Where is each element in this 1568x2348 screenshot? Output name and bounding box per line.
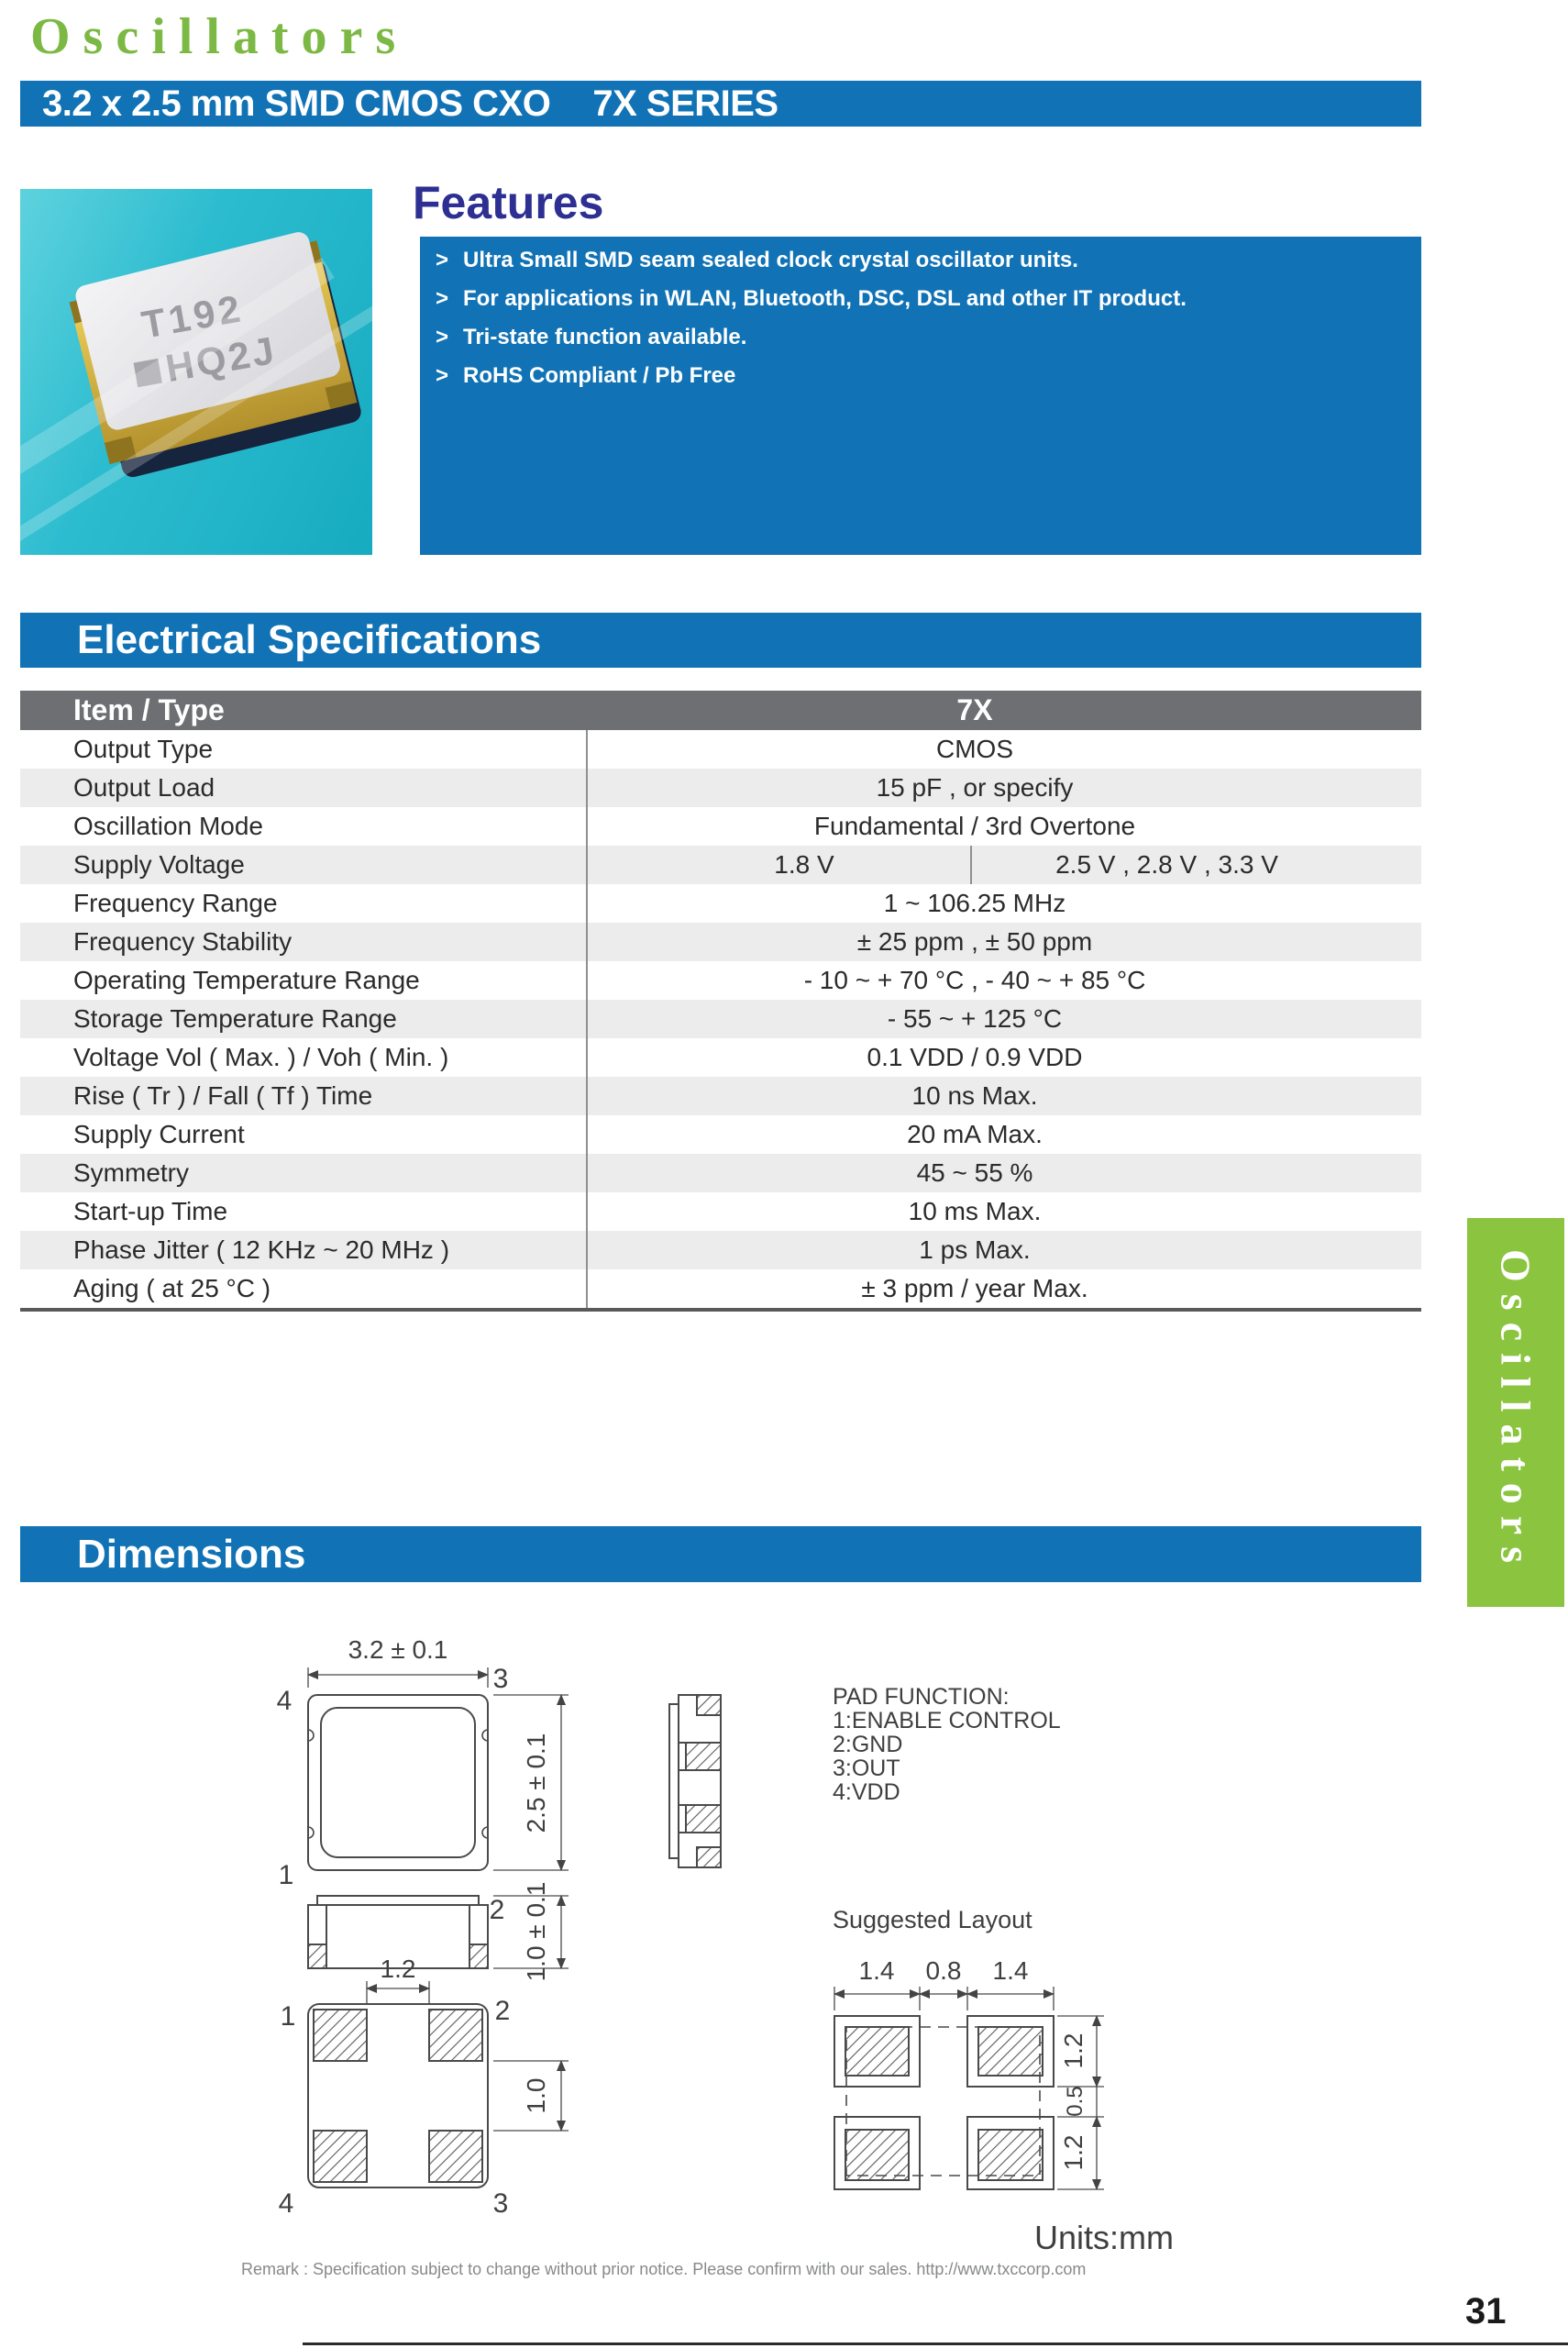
row-value: 10 ns Max.: [911, 1081, 1038, 1110]
feature-text: Ultra Small SMD seam sealed clock crystal oscillator units.: [463, 248, 1078, 272]
product-photo: [20, 189, 372, 555]
table-row: [20, 1000, 1421, 1038]
row-item-label: Aging ( at 25 °C ): [20, 1269, 588, 1308]
row-value: 15 pF , or specify: [876, 773, 1074, 802]
top-view-drawing: [277, 1635, 569, 1925]
row-value-right: 2.5 V , 2.8 V , 3.3 V: [1055, 850, 1278, 879]
electrical-specifications-heading: [20, 613, 1421, 668]
pad-number-4: 4: [276, 1686, 293, 1716]
features-heading: Features: [413, 177, 604, 228]
feature-text: For applications in WLAN, Bluetooth, DSC, DSL and other IT product.: [463, 286, 1187, 311]
row-value: ± 3 ppm / year Max.: [861, 1274, 1088, 1302]
suggested-layout-label: Suggested Layout: [833, 1906, 1032, 1933]
table-header-row: [20, 691, 1421, 730]
table-row: [20, 730, 1421, 769]
dim-layout-2: 0.8: [925, 1956, 962, 1985]
row-value: 20 mA Max.: [907, 1120, 1043, 1148]
dim-width: 3.2 ± 0.1: [348, 1635, 448, 1664]
dim-pad-gap: 1.0: [522, 2077, 550, 2114]
table-row: [20, 1077, 1421, 1115]
table-row: [20, 923, 1421, 961]
suggested-layout-drawing: [833, 1906, 1104, 2189]
page-number: 31: [1465, 2291, 1507, 2331]
chevron-bullet-icon: >: [436, 248, 449, 272]
dim-pad-pitch: 1.2: [380, 1955, 416, 1983]
table-row: [20, 1192, 1421, 1231]
features-list: [420, 237, 1421, 555]
row-value: CMOS: [936, 735, 1013, 763]
dimensions-heading: [20, 1526, 1421, 1582]
pad-number-4: 4: [278, 2188, 294, 2219]
dim-layout-1: 1.4: [858, 1956, 895, 1985]
row-item-label: Start-up Time: [20, 1192, 588, 1231]
row-value: ± 25 ppm , ± 50 ppm: [856, 927, 1093, 956]
chevron-bullet-icon: >: [436, 325, 449, 349]
feature-text: RoHS Compliant / Pb Free: [463, 363, 736, 388]
column-header-item-type: Item / Type: [73, 693, 225, 726]
pad-function-line: 2:GND: [833, 1732, 903, 1757]
row-item-label: Rise ( Tr ) / Fall ( Tf ) Time: [20, 1077, 588, 1115]
row-item-label: Operating Temperature Range: [20, 961, 588, 1000]
chip-marking-line2: HQ2J: [162, 327, 281, 391]
pad-function-line: 3:OUT: [833, 1755, 900, 1781]
row-item-label: Supply Current: [20, 1115, 588, 1154]
row-item-label: Symmetry: [20, 1154, 588, 1192]
banner-title: 3.2 x 2.5 mm SMD CMOS CXO: [42, 83, 551, 124]
pad-number-2: 2: [489, 1895, 505, 1925]
feature-item: [436, 286, 1403, 325]
pad-function-line: 1:ENABLE CONTROL: [833, 1708, 1061, 1733]
pad-function-line: 4:VDD: [833, 1779, 900, 1805]
feature-item: [436, 363, 1403, 402]
electrical-spec-table: [20, 691, 1421, 1312]
row-value: 1 ~ 106.25 MHz: [883, 889, 1066, 917]
pad-number-1: 1: [278, 1860, 294, 1890]
pad-number-2: 2: [494, 1996, 511, 2026]
pad-number-3: 3: [492, 2188, 509, 2219]
dimension-drawings: [238, 1596, 1284, 2256]
pad-function-title: PAD FUNCTION:: [833, 1684, 1010, 1710]
table-row: [20, 1231, 1421, 1269]
feature-item: [436, 325, 1403, 363]
row-item-label: Voltage Vol ( Max. ) / Voh ( Min. ): [20, 1038, 588, 1077]
banner-series: 7X SERIES: [592, 83, 778, 124]
section-heading-text: Dimensions: [77, 1531, 306, 1577]
feature-text: Tri-state function available.: [463, 325, 747, 349]
footer-remark: Remark : Specification subject to change without prior notice. Please confirm with our sales. http://www.txccorp.com: [241, 2260, 1087, 2278]
section-heading-text: Electrical Specifications: [77, 617, 542, 662]
row-value: Fundamental / 3rd Overtone: [813, 812, 1136, 840]
row-item-label: Output Load: [20, 769, 588, 807]
bottom-view-drawing: [279, 1955, 569, 2219]
row-item-label: Output Type: [20, 730, 588, 769]
pad-function-block: [833, 1684, 1061, 1805]
chevron-bullet-icon: >: [436, 286, 449, 311]
table-row: [20, 1269, 1421, 1308]
sidebar-section-tab: [1467, 1218, 1564, 1607]
dim-thickness: 1.0 ± 0.1: [522, 1881, 550, 1982]
table-row: [20, 1038, 1421, 1077]
units-label: Units:mm: [1034, 2219, 1174, 2256]
pad-number-3: 3: [492, 1664, 509, 1694]
dim-layout-right-2: 0.5: [1063, 2086, 1088, 2117]
chip-marking-line1: T192: [138, 286, 248, 347]
side-view-drawing: [669, 1695, 721, 1867]
table-row: [20, 961, 1421, 1000]
row-value: 45 ~ 55 %: [916, 1158, 1033, 1187]
chevron-bullet-icon: >: [436, 363, 449, 388]
column-header-7x: 7X: [956, 693, 993, 726]
dim-layout-right-1: 1.2: [1059, 2032, 1088, 2069]
dim-layout-3: 1.4: [992, 1956, 1029, 1985]
table-row: [20, 884, 1421, 923]
row-item-label: Frequency Range: [20, 884, 588, 923]
row-item-label: Oscillation Mode: [20, 807, 588, 846]
row-value: - 10 ~ + 70 °C , - 40 ~ + 85 °C: [803, 966, 1146, 994]
sidebar-vertical-label: Oscillators: [1492, 1249, 1540, 1576]
page-bottom-rule: [303, 2342, 1568, 2345]
table-row: [20, 1115, 1421, 1154]
table-row: [20, 769, 1421, 807]
table-row: [20, 1154, 1421, 1192]
row-value-split: [588, 846, 1421, 884]
table-row-supply-voltage: [20, 846, 1421, 884]
row-value-left: 1.8 V: [588, 846, 972, 884]
row-item-label: Supply Voltage: [20, 846, 588, 884]
row-item-label: Storage Temperature Range: [20, 1000, 588, 1038]
front-view-drawing: [308, 1882, 569, 1982]
dim-layout-right-3: 1.2: [1059, 2134, 1088, 2171]
row-value: - 55 ~ + 125 °C: [887, 1004, 1063, 1033]
table-row: [20, 807, 1421, 846]
dim-height: 2.5 ± 0.1: [522, 1733, 550, 1833]
row-item-label: Phase Jitter ( 12 KHz ~ 20 MHz ): [20, 1231, 588, 1269]
table-body: [20, 730, 1421, 1308]
row-value: 1 ps Max.: [919, 1235, 1031, 1264]
feature-item: [436, 248, 1403, 286]
row-value: 10 ms Max.: [908, 1197, 1042, 1225]
row-value: 0.1 VDD / 0.9 VDD: [867, 1043, 1083, 1071]
pad-number-1: 1: [280, 2001, 296, 2032]
series-banner: [20, 81, 1421, 127]
row-item-label: Frequency Stability: [20, 923, 588, 961]
page-title: Oscillators: [30, 8, 409, 65]
table-bottom-rule: [20, 1308, 1421, 1312]
